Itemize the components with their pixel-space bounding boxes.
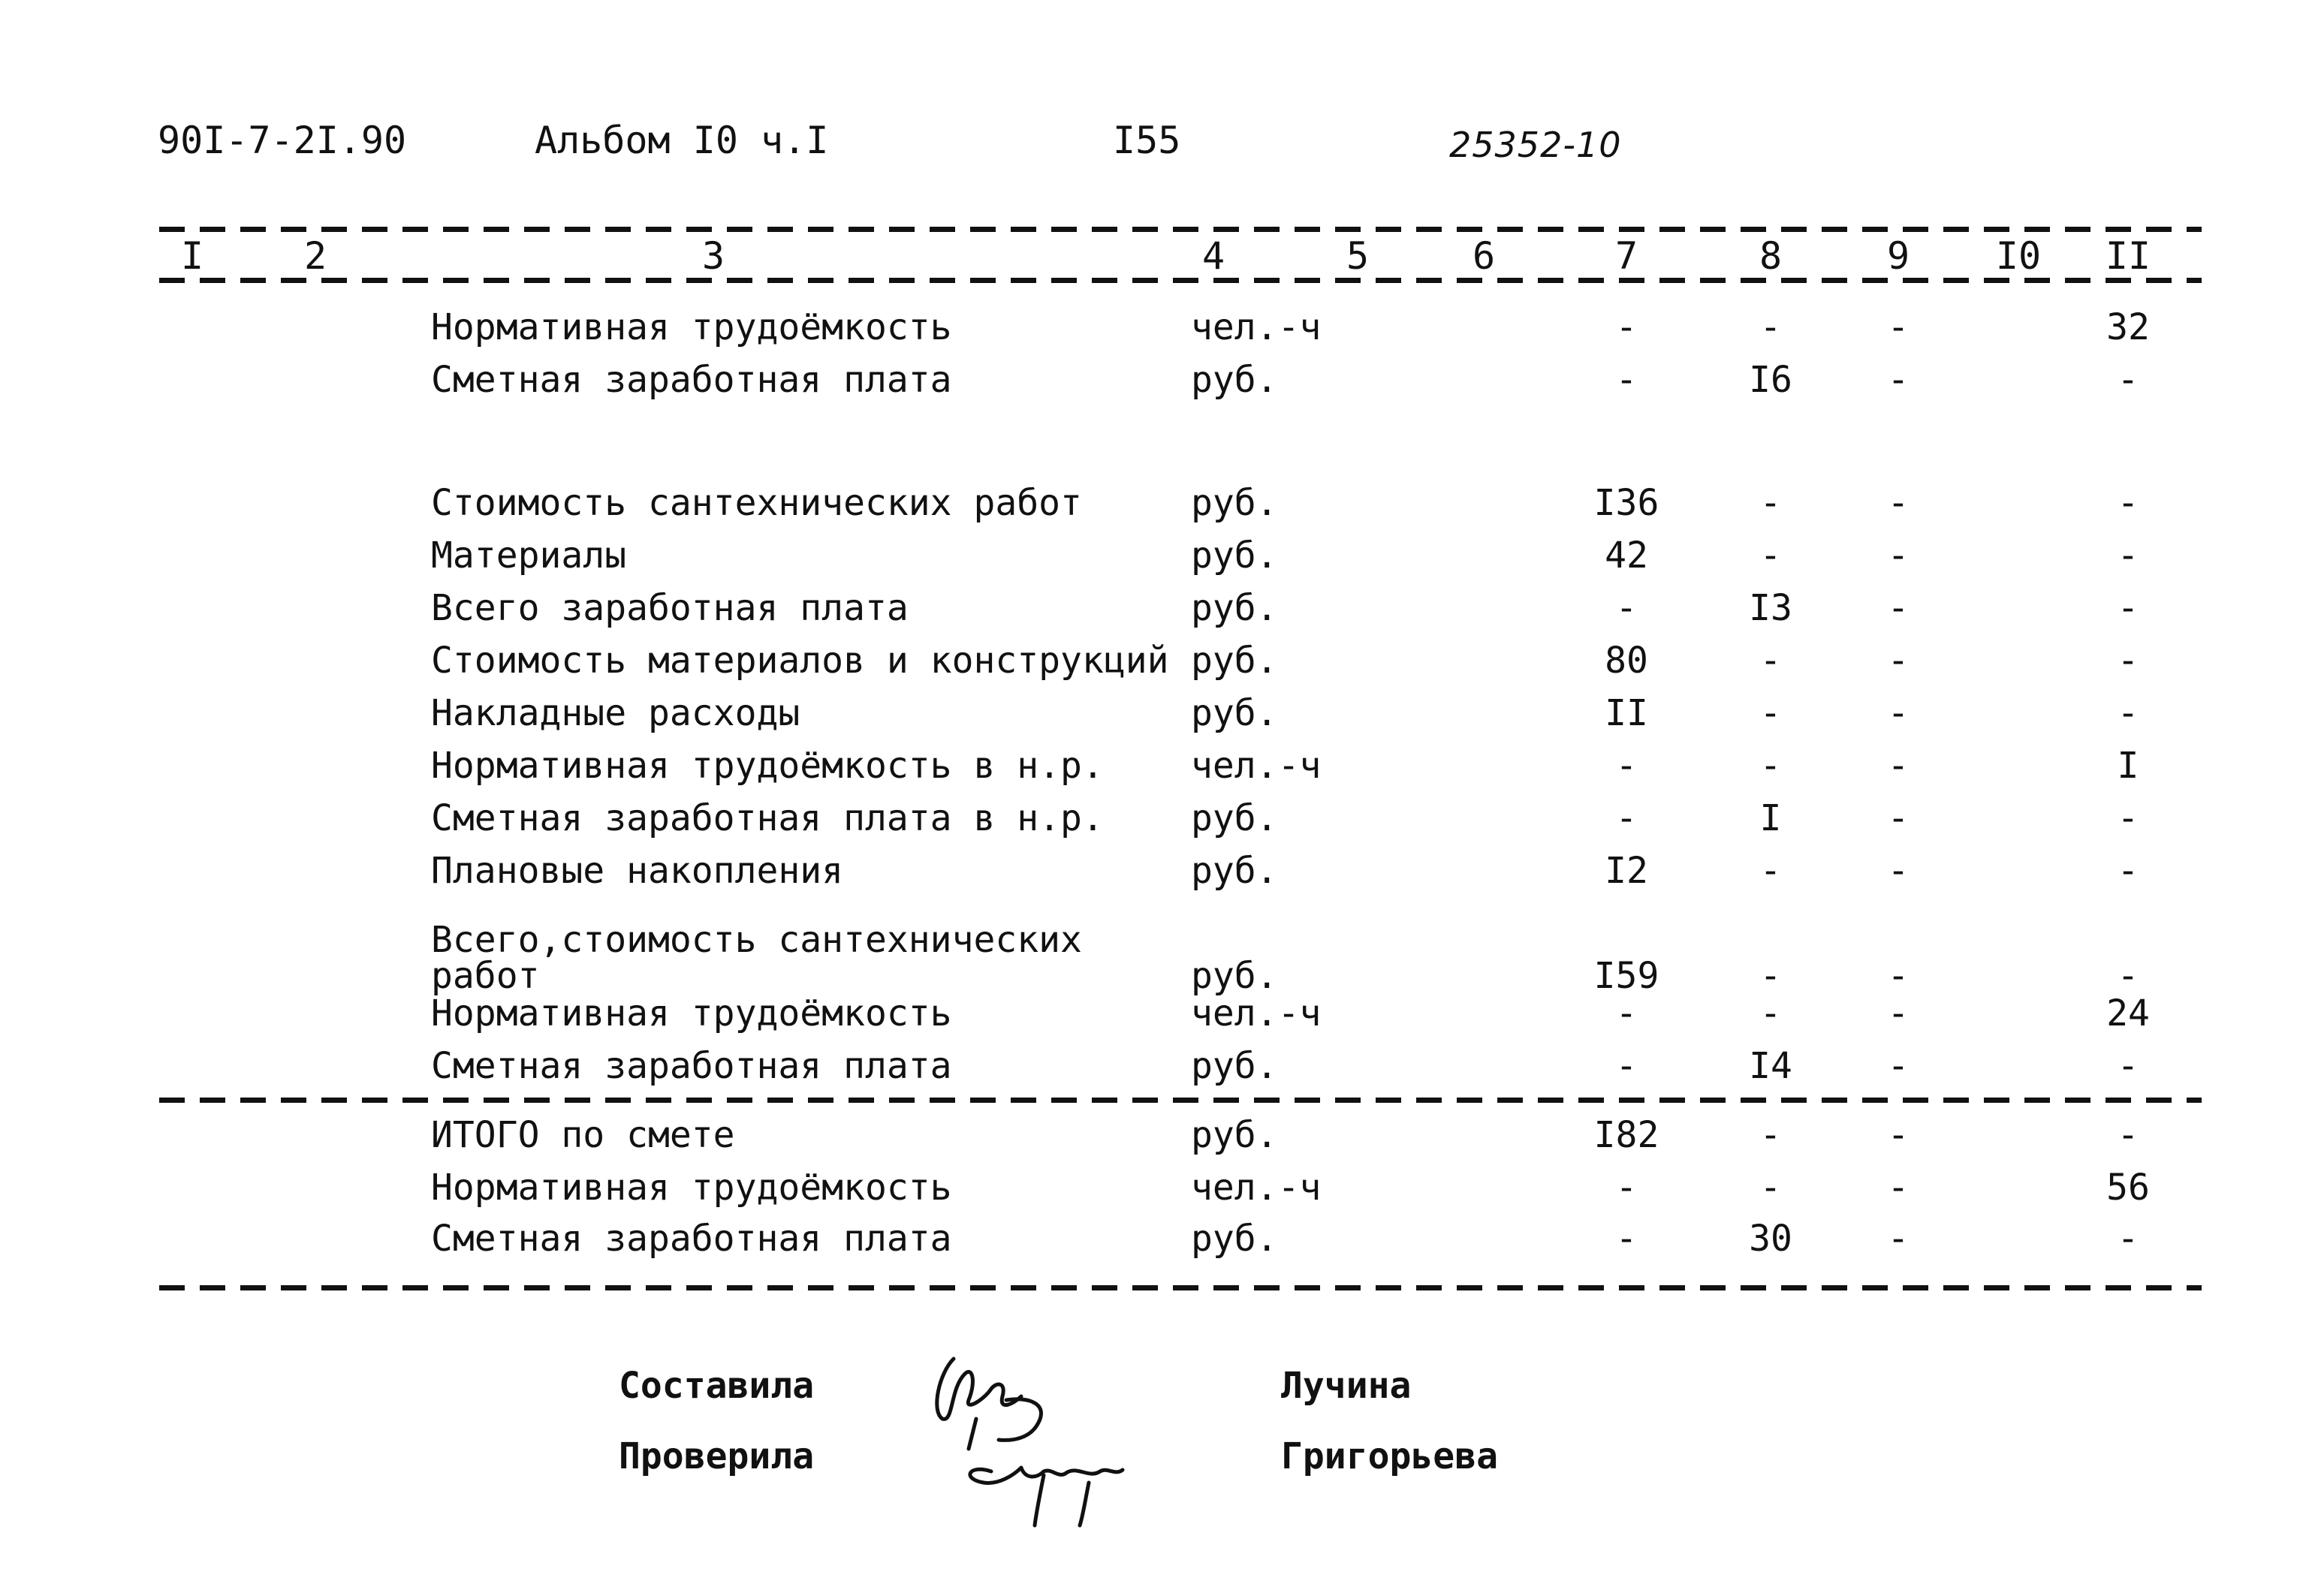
- row-description-continued: работ: [431, 955, 540, 997]
- cell-col8: -: [1759, 1114, 1782, 1156]
- cell-col7: -: [1615, 587, 1638, 629]
- cell-col8: -: [1759, 482, 1782, 524]
- cell-col9: -: [1887, 1218, 1910, 1260]
- cell-col7: -: [1615, 359, 1638, 401]
- cell-col9: -: [1887, 850, 1910, 892]
- row-unit: руб.: [1191, 1045, 1278, 1087]
- cell-col7: -: [1615, 1218, 1638, 1260]
- row-description: Всего,стоимость сантехнических: [431, 919, 1082, 961]
- cell-col7: I2: [1605, 850, 1648, 892]
- album-label: Альбом I0 ч.I: [535, 119, 829, 162]
- cell-col8: 30: [1749, 1218, 1792, 1260]
- cell-col11: -: [2117, 587, 2139, 629]
- column-number: I0: [1995, 234, 2042, 278]
- table-top-rule: [159, 227, 2202, 232]
- row-description: Плановые накопления: [431, 850, 844, 892]
- cell-col9: -: [1887, 992, 1910, 1034]
- cell-col11: -: [2117, 797, 2139, 839]
- cell-col8: -: [1759, 535, 1782, 577]
- cell-col9: -: [1887, 692, 1910, 734]
- cell-col9: -: [1887, 306, 1910, 348]
- row-unit: руб.: [1191, 797, 1278, 839]
- cell-col7: -: [1615, 1045, 1638, 1087]
- column-number: I: [180, 234, 204, 278]
- cell-col8: -: [1759, 1167, 1782, 1209]
- column-number: II: [2105, 234, 2151, 278]
- row-description: Сметная заработная плата в н.р.: [431, 797, 1104, 839]
- cell-col9: -: [1887, 745, 1910, 787]
- cell-col7: 80: [1605, 640, 1648, 682]
- column-number: 3: [701, 234, 725, 278]
- row-description: Сметная заработная плата: [431, 359, 952, 401]
- row-unit: руб.: [1191, 482, 1278, 524]
- cell-col7: -: [1615, 992, 1638, 1034]
- cell-col9: -: [1887, 482, 1910, 524]
- checked-name: Григорьева: [1281, 1435, 1498, 1477]
- cell-col8: -: [1759, 745, 1782, 787]
- cell-col11: 56: [2106, 1167, 2150, 1209]
- cell-col9: -: [1887, 1114, 1910, 1156]
- cell-col9: -: [1887, 797, 1910, 839]
- cell-col11: 32: [2106, 306, 2150, 348]
- cell-col11: -: [2117, 1114, 2139, 1156]
- cell-col7: I36: [1593, 482, 1659, 524]
- row-description: Стоимость сантехнических работ: [431, 482, 1082, 524]
- cell-col9: -: [1887, 955, 1910, 997]
- cell-col11: -: [2117, 850, 2139, 892]
- page-number: I55: [1113, 119, 1181, 162]
- row-unit: руб.: [1191, 640, 1278, 682]
- row-description: Всего заработная плата: [431, 587, 909, 629]
- cell-col11: -: [2117, 359, 2139, 401]
- cell-col11: -: [2117, 640, 2139, 682]
- compiled-name: Лучина: [1281, 1365, 1412, 1407]
- cell-col7: II: [1605, 692, 1648, 734]
- cell-col9: -: [1887, 1167, 1910, 1209]
- row-unit: чел.-ч: [1191, 745, 1322, 787]
- total-separator-rule: [159, 1098, 2202, 1103]
- cell-col8: -: [1759, 306, 1782, 348]
- cell-col7: -: [1615, 1167, 1638, 1209]
- cell-col8: I3: [1749, 587, 1792, 629]
- cell-col11: -: [2117, 1045, 2139, 1087]
- document-code: 90I-7-2I.90: [158, 119, 407, 162]
- cell-col9: -: [1887, 535, 1910, 577]
- compiled-label: Составила: [619, 1365, 815, 1407]
- row-unit: руб.: [1191, 692, 1278, 734]
- cell-col8: -: [1759, 992, 1782, 1034]
- row-unit: чел.-ч: [1191, 1167, 1322, 1209]
- cell-col7: -: [1615, 745, 1638, 787]
- row-unit: руб.: [1191, 359, 1278, 401]
- cell-col8: I: [1759, 797, 1782, 839]
- cell-col7: -: [1615, 306, 1638, 348]
- cell-col11: -: [2117, 955, 2139, 997]
- cell-col8: I6: [1749, 359, 1792, 401]
- row-description: Стоимость материалов и конструкций: [431, 640, 1169, 682]
- cell-col8: -: [1759, 640, 1782, 682]
- row-description: Сметная заработная плата: [431, 1218, 952, 1260]
- cell-col9: -: [1887, 359, 1910, 401]
- row-unit: чел.-ч: [1191, 992, 1322, 1034]
- handwritten-number: 25352-10: [1449, 125, 1622, 165]
- row-description: Сметная заработная плата: [431, 1045, 952, 1087]
- cell-col9: -: [1887, 587, 1910, 629]
- column-number: 2: [303, 234, 327, 278]
- row-description: Нормативная трудоёмкость: [431, 306, 952, 348]
- cell-col11: -: [2117, 482, 2139, 524]
- column-header-rule: [159, 278, 2202, 283]
- row-unit: руб.: [1191, 535, 1278, 577]
- row-description: Нормативная трудоёмкость в н.р.: [431, 745, 1104, 787]
- cell-col8: -: [1759, 692, 1782, 734]
- column-number: 7: [1614, 234, 1638, 278]
- cell-col9: -: [1887, 1045, 1910, 1087]
- row-unit: руб.: [1191, 850, 1278, 892]
- cell-col7: I59: [1593, 955, 1659, 997]
- column-number: 4: [1201, 234, 1225, 278]
- column-number: 5: [1346, 234, 1370, 278]
- row-description: Нормативная трудоёмкость: [431, 992, 952, 1034]
- row-unit: руб.: [1191, 1114, 1278, 1156]
- cell-col7: 42: [1605, 535, 1648, 577]
- cell-col8: I4: [1749, 1045, 1792, 1087]
- row-unit: руб.: [1191, 955, 1278, 997]
- cell-col7: -: [1615, 797, 1638, 839]
- row-description: Нормативная трудоёмкость: [431, 1167, 952, 1209]
- cell-col8: -: [1759, 850, 1782, 892]
- row-description: Накладные расходы: [431, 692, 800, 734]
- cell-col9: -: [1887, 640, 1910, 682]
- row-unit: руб.: [1191, 1218, 1278, 1260]
- column-number: 9: [1886, 234, 1910, 278]
- cell-col11: -: [2117, 692, 2139, 734]
- cell-col11: 24: [2106, 992, 2150, 1034]
- cell-col7: I82: [1593, 1114, 1659, 1156]
- column-number: 6: [1472, 234, 1496, 278]
- handwritten-signatures-icon: [909, 1329, 1156, 1531]
- row-unit: чел.-ч: [1191, 306, 1322, 348]
- cell-col11: -: [2117, 1218, 2139, 1260]
- column-number: 8: [1759, 234, 1783, 278]
- table-bottom-rule: [159, 1285, 2202, 1290]
- row-unit: руб.: [1191, 587, 1278, 629]
- cell-col11: I: [2117, 745, 2139, 787]
- checked-label: Проверила: [619, 1435, 815, 1477]
- cell-col8: -: [1759, 955, 1782, 997]
- row-description: ИТОГО по смете: [431, 1114, 735, 1156]
- row-description: Материалы: [431, 535, 627, 577]
- cell-col11: -: [2117, 535, 2139, 577]
